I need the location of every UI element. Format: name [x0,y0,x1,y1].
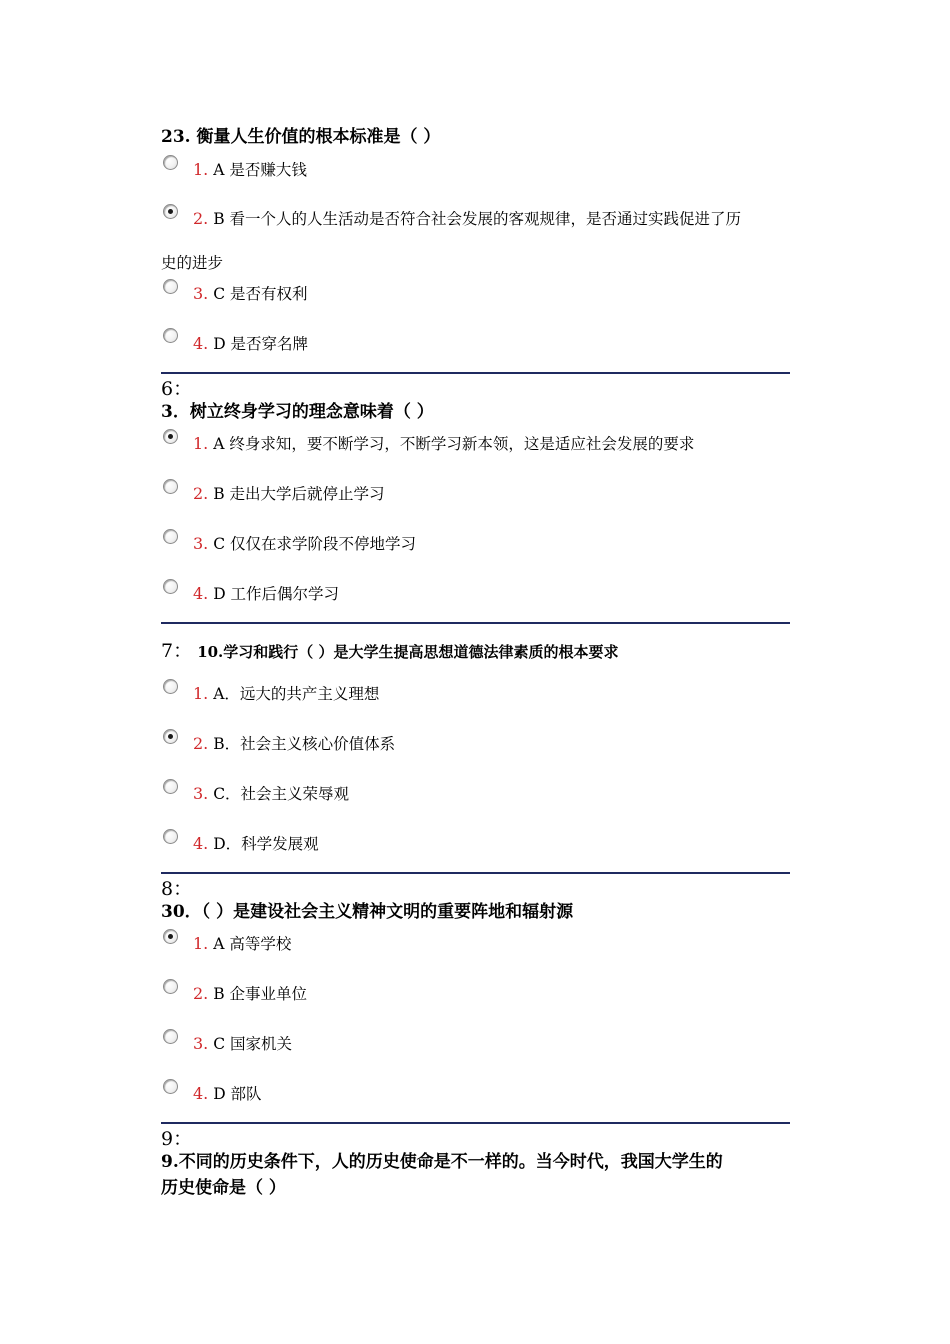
radio-option[interactable] [163,155,178,170]
option-label: 1. A 终身求知，要不断学习，不断学习新本领，这是适应社会发展的要求 [193,434,695,453]
question-divider [161,872,790,874]
radio-option[interactable] [163,1029,178,1044]
option-label: 4. D 部队 [193,1084,262,1103]
option-label: 2. B 走出大学后就停止学习 [193,484,385,503]
option-label: 2. B．社会主义核心价值体系 [193,734,396,753]
radio-option[interactable] [163,679,178,694]
option-label: 3. C 国家机关 [193,1034,292,1053]
radio-option[interactable] [163,779,178,794]
option-label: 2. B 看一个人的人生活动是否符合社会发展的客观规律，是否通过实践促进了历 [193,209,742,228]
question-index: 6： [161,378,193,400]
radio-option[interactable] [163,829,178,844]
question-index: 9： [161,1128,193,1150]
radio-option[interactable] [163,1079,178,1094]
option-label: 4. D 工作后偶尔学习 [193,584,340,603]
question-title: 9.不同的历史条件下，人的历史使命是不一样的。当今时代，我国大学生的 [161,1152,723,1172]
question-title: 30．（ ）是建设社会主义精神文明的重要阵地和辐射源 [161,902,574,922]
option-label: 1. A．远大的共产主义理想 [193,684,380,703]
question-index: 7： [161,640,193,662]
question-divider [161,1122,790,1124]
option-label: 3. C 仅仅在求学阶段不停地学习 [193,534,416,553]
question-header [161,640,619,663]
option-label: 1. A 是否赚大钱 [193,160,307,179]
question-title-continued: 历史使命是（ ） [161,1178,286,1198]
option-label: 3. C．社会主义荣辱观 [193,784,350,803]
radio-option-selected[interactable] [163,929,178,944]
radio-option-selected[interactable] [163,204,178,219]
question-index: 8： [161,878,193,900]
question-divider [161,372,790,374]
question-title: 3．树立终身学习的理念意味着（ ） [161,402,434,422]
question-title: 23. 衡量人生价值的根本标准是（ ） [161,127,441,147]
option-label-continued: 史的进步 [161,254,224,272]
question-divider [161,622,790,624]
question-title: 10.学习和践行（ ）是大学生提高思想道德法律素质的根本要求 [197,643,619,661]
radio-option-selected[interactable] [163,429,178,444]
radio-option[interactable] [163,529,178,544]
radio-option[interactable] [163,279,178,294]
radio-option[interactable] [163,479,178,494]
option-label: 1. A 高等学校 [193,934,292,953]
radio-option-selected[interactable] [163,729,178,744]
radio-option[interactable] [163,979,178,994]
option-label: 4. D 是否穿名牌 [193,334,309,353]
option-label: 3. C 是否有权利 [193,284,308,303]
radio-option[interactable] [163,579,178,594]
option-label: 4. D．科学发展观 [193,834,319,853]
radio-option[interactable] [163,328,178,343]
option-label: 2. B 企事业单位 [193,984,308,1003]
